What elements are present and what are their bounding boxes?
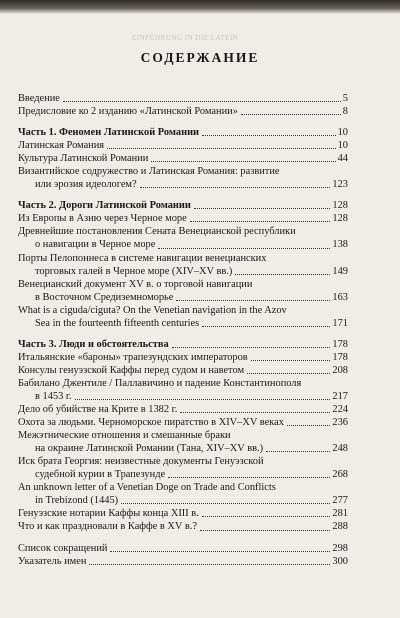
toc-entry-title: Часть 1. Феномен Латинской Романии [18,127,200,139]
toc-entry-title: Указатель имен [18,555,87,567]
toc-entry-title: Что и как праздновали в Каффе в XV в.? [18,521,197,533]
dot-leader [190,220,331,222]
dot-leader [172,346,331,348]
toc-page-number: 171 [332,317,348,329]
toc-page-number: 123 [332,179,348,191]
toc-entry-title: Часть 3. Люди и обстоятельства [18,338,169,350]
toc-entry-line [18,468,348,481]
toc-page-number: 8 [342,106,348,118]
toc-entry-title: Древнейшие постановления Сената Венецианской республики [18,226,296,238]
dot-leader [194,207,331,209]
toc-entry-line [18,105,348,118]
toc-entry-title: Венецианский документ XV в. о торговой навигации [18,278,253,290]
dot-leader [107,147,336,149]
toc-entry-title: Иск брата Георгия: неизвестные документы Генуэзской [18,456,264,468]
toc-page-number: 163 [332,291,348,303]
toc-entry-title: Из Европы в Азию через Черное море [18,213,187,225]
dot-leader [235,273,330,275]
dot-leader [247,372,330,374]
toc-entry-line [18,507,348,520]
toc-entry-line [18,455,348,468]
toc-entry-title: Sea in the fourteenth fifteenth centuries [35,317,200,329]
dot-leader [151,160,335,162]
dot-leader [89,563,330,565]
toc-page-number: 178 [332,351,348,363]
toc-page-number: 281 [332,508,348,520]
toc-entry-line [18,494,348,507]
toc-entry-line [18,265,348,278]
toc-page-number: 128 [332,200,348,212]
toc-entry-line [18,165,348,178]
toc-page-number: 288 [332,521,348,533]
toc-entry-line [18,238,348,251]
toc-entry-title: в Восточном Средиземноморье [35,291,174,303]
dot-leader [202,134,336,136]
toc-entry-line [18,416,348,429]
toc-entry-title: Латинская Романия [18,140,105,152]
toc-entry-title: судебной курии в Трапезунде [35,469,166,481]
toc-page-number: 10 [337,127,348,139]
toc-page-number: 178 [332,338,348,350]
toc-entry-line [18,403,348,416]
toc-entry-title: Предисловие ко 2 изданию «Латинской Романии» [18,106,238,118]
toc-entry-line [18,212,348,225]
toc-page-number: 44 [337,153,348,165]
dot-leader [251,359,331,361]
toc-entry-title: Консулы генуэзской Каффы перед судом и наветом [18,364,245,376]
toc-entry-line [18,92,348,105]
toc-entry-title: торговых галей в Черное море (XIV–XV вв.) [35,265,233,277]
toc-entry-title: Бабилано Джентиле / Паллавичино и падение Константинополя [18,377,302,389]
toc-entry-line [18,520,348,533]
page-title: СОДЕРЖАНИЕ [140,50,260,65]
dot-leader [180,411,330,413]
toc-entry-line [18,139,348,152]
dot-leader [158,247,330,249]
toc-entry-title: An unknown letter of a Venetian Doge on Trade and Conflicts [18,482,276,494]
toc-entry-title: Порты Пелопоннеса в системе навигации венецианских [18,252,267,264]
toc-part-heading [18,199,348,212]
toc-entry-line [18,225,348,238]
toc-entry-title: на окраине Латинской Романии (Тана, XIV–XV вв.) [35,443,264,455]
toc-entry-line [18,252,348,265]
toc-page-number: 208 [332,364,348,376]
toc-entry-line [18,429,348,442]
toc-entry-title: Генуэзские нотарии Каффы конца XIII в. [18,508,199,520]
dot-leader [266,450,330,452]
toc-page-number: 10 [337,140,348,152]
toc-part-heading [18,126,348,139]
dot-leader [110,550,330,552]
toc-page-number: 277 [332,495,348,507]
toc-entry-title: Список сокращений [18,542,108,554]
toc-page-number: 300 [332,555,348,567]
bleed-through-text: EINFÜHRUNG IN DIE LATEIN [132,34,239,42]
toc-entry-line [18,442,348,455]
dot-leader [202,515,331,517]
toc-page-number: 128 [332,213,348,225]
toc-page-number: 268 [332,469,348,481]
toc-part-heading [18,338,348,351]
table-of-contents [18,92,348,568]
toc-entry-line [18,278,348,291]
dot-leader [140,186,331,188]
toc-page-number: 5 [342,93,348,104]
toc-entry-title: о навигации в Черное море [35,239,156,251]
toc-entry-title: Межэтнические отношения и смешанные браки [18,430,231,442]
toc-entry-title: Культура Латинской Романии [18,153,149,165]
dot-leader [241,113,341,115]
toc-page-number: 248 [332,443,348,455]
toc-entry-title: в 1453 г. [35,390,72,402]
dot-leader [200,529,330,531]
dot-leader [168,476,330,478]
dot-leader [121,502,330,504]
toc-page-number: 298 [332,542,348,554]
toc-entry-line [18,317,348,330]
toc-entry-title: in Trebizond (1445) [35,495,119,507]
toc-entry-line [18,351,348,364]
toc-entry-title: или эрозия идеологем? [35,179,137,191]
page-top-shadow [0,0,400,14]
toc-page-number: 138 [332,239,348,251]
toc-entry-line [18,291,348,304]
dot-leader [75,398,331,400]
toc-entry-title: What is a ciguda/ciguta? On the Venetian navigation in the Azov [18,304,287,316]
toc-entry-line [18,555,348,568]
dot-leader [287,424,330,426]
toc-page-number: 224 [332,404,348,416]
toc-entry-title: Дело об убийстве на Крите в 1382 г. [18,404,178,416]
toc-page-number: 217 [332,390,348,402]
toc-entry-title: Часть 2. Дороги Латинской Романии [18,200,191,212]
toc-entry-line [18,152,348,165]
dot-leader [202,325,330,327]
toc-entry-title: Византийское содружество и Латинская Романия: развитие [18,166,280,178]
toc-entry-line [18,304,348,317]
toc-entry-line [18,364,348,377]
toc-entry-line [18,542,348,555]
dot-leader [63,100,341,102]
toc-entry-title: Итальянские «бароны» трапезундских императоров [18,351,248,363]
toc-entry-title: Введение [18,93,60,104]
toc-entry-title: Охота за людьми. Черноморское пиратство в XIV–XV веках [18,417,284,429]
toc-entry-line [18,481,348,494]
dot-leader [176,299,330,301]
toc-page-number: 149 [332,265,348,277]
toc-entry-line [18,390,348,403]
toc-entry-line [18,178,348,191]
toc-page-number: 236 [332,417,348,429]
toc-entry-line [18,377,348,390]
